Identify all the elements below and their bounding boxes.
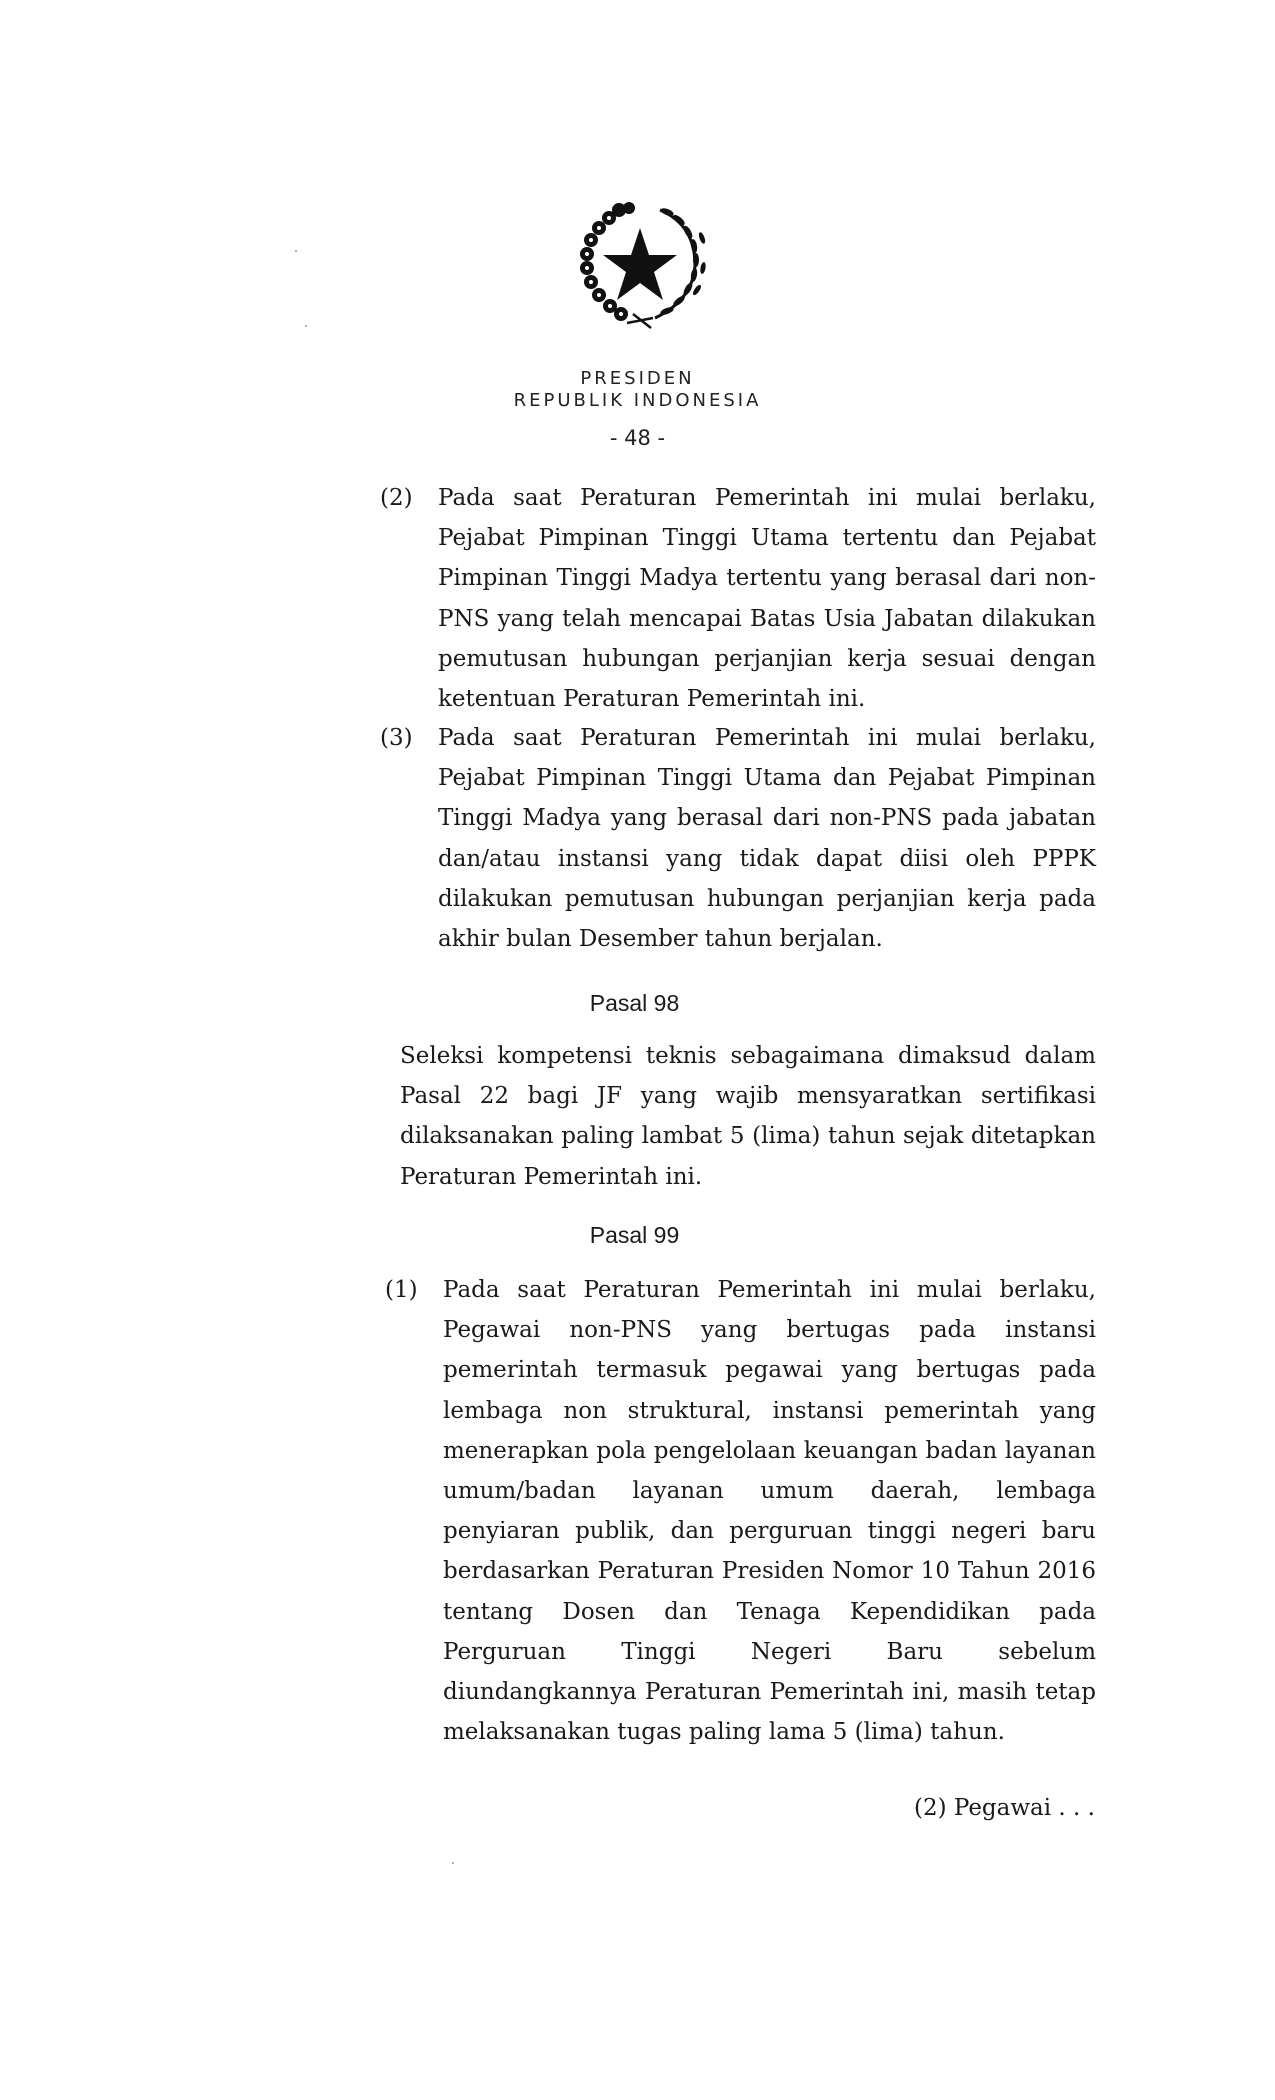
clause-item bbox=[385, 1270, 1096, 1752]
scan-speck bbox=[295, 250, 297, 252]
clause-number: (2) bbox=[380, 485, 413, 511]
clause-item bbox=[380, 478, 1096, 719]
clause-number: (1) bbox=[385, 1277, 418, 1303]
clause-text: Pada saat Peraturan Pemerintah ini mulai berlaku, Pejabat Pimpinan Tinggi Utama dan Pejabat Pimpinan Tinggi Madya yang berasal dari non-PNS pada jabatan dan/atau instansi yang tidak dapat diisi oleh PPPK dilakukan pemutusan hubungan perjanjian kerja pada akhir bulan Desember tahun berjalan. bbox=[438, 725, 1096, 953]
clause-number: (3) bbox=[380, 725, 413, 751]
clause-text: Pada saat Peraturan Pemerintah ini mulai berlaku, Pegawai non-PNS yang bertugas pada instansi pemerintah termasuk pegawai yang bertugas pada lembaga non struktural, instansi pemerintah yang menerapkan pola pengelolaan keuangan badan layanan umum/badan layanan umum daerah, lembaga penyiaran publik, dan perguruan tinggi negeri baru berdasarkan Peraturan Presiden Nomor 10 Tahun 2016 tentang Dosen dan Tenaga Kependidikan pada Perguruan Tinggi Negeri Baru sebelum diundangkannya Peraturan Pemerintah ini, masih tetap melaksanakan tugas paling lama 5 (lima) tahun. bbox=[443, 1277, 1096, 1746]
clause-text: Pada saat Peraturan Pemerintah ini mulai berlaku, Pejabat Pimpinan Tinggi Utama tertentu dan Pejabat Pimpinan Tinggi Madya tertentu yang berasal dari non-PNS yang telah mencapai Batas Usia Jabatan dilakukan pemutusan hubungan perjanjian kerja sesuai dengan ketentuan Peraturan Pemerintah ini. bbox=[438, 485, 1096, 713]
continuation-marker: (2) Pegawai . . . bbox=[913, 1795, 1095, 1821]
header-title-president: PRESIDEN bbox=[580, 368, 695, 389]
article-body bbox=[400, 1036, 1096, 1197]
article-title: Pasal 98 bbox=[589, 990, 680, 1016]
article-text: Seleksi kompetensi teknis sebagaimana dimaksud dalam Pasal 22 bagi JF yang wajib mensyaratkan sertifikasi dilaksanakan paling lambat 5 (lima) tahun sejak ditetapkan Peraturan Pemerintah ini. bbox=[400, 1043, 1096, 1190]
clause-item bbox=[380, 718, 1096, 959]
header-title-republic: REPUBLIK INDONESIA bbox=[513, 390, 762, 411]
page-number: - 48 - bbox=[609, 426, 666, 450]
scan-speck bbox=[305, 325, 307, 327]
presidential-emblem-icon bbox=[555, 190, 725, 340]
article-title: Pasal 99 bbox=[589, 1222, 680, 1248]
article-heading bbox=[0, 1222, 1275, 1249]
scan-speck bbox=[452, 1862, 454, 1864]
article-heading bbox=[0, 990, 1275, 1017]
